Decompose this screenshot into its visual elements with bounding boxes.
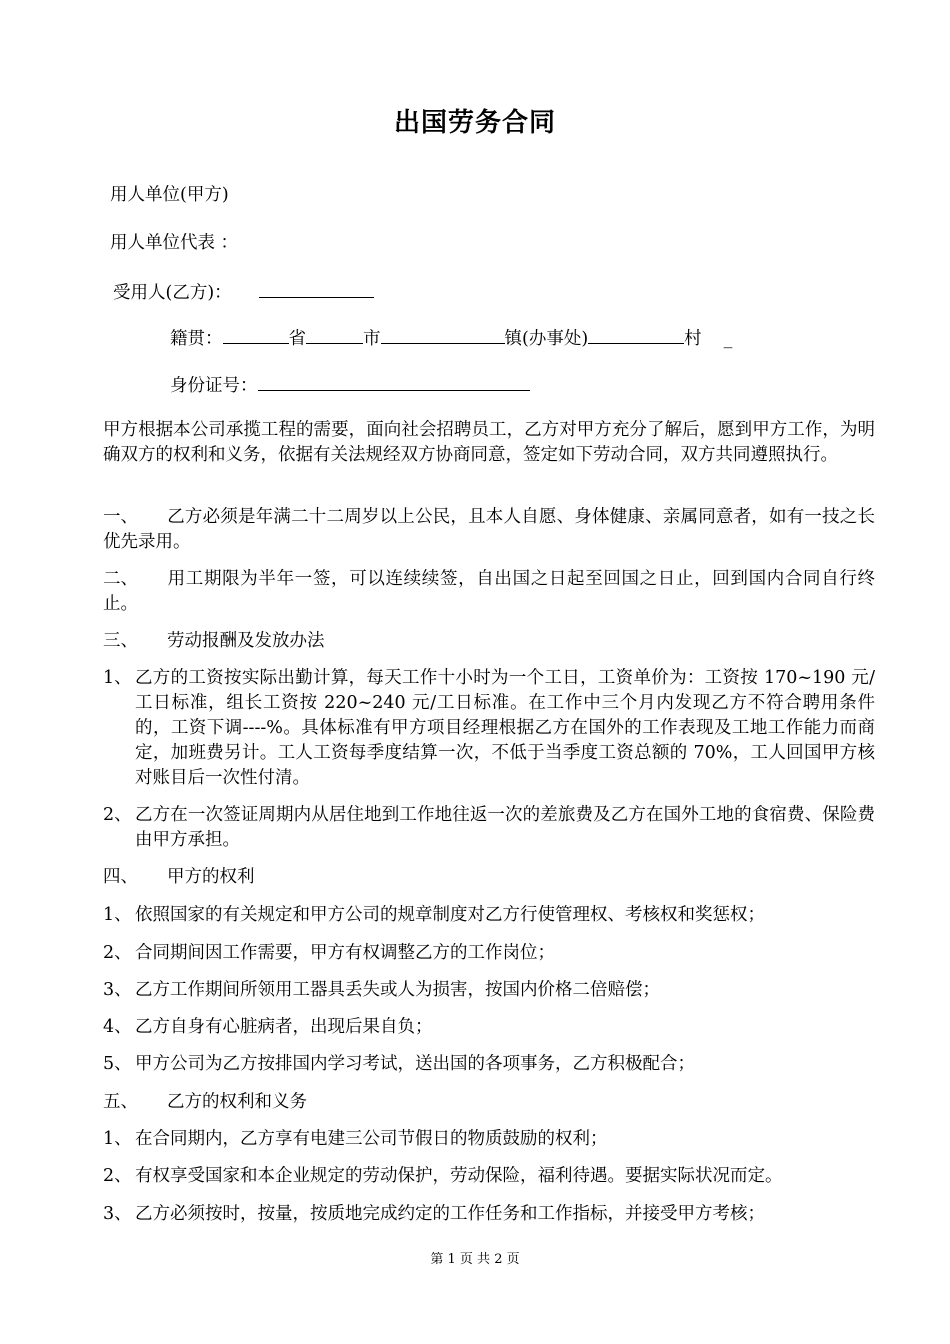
s4-item-2-number: 2、 [103,943,132,963]
s4-item-2-text: 合同期间因工作需要，甲方有权调整乙方的工作岗位； [135,943,555,963]
section-3-title: 劳动报酬及发放办法 [167,631,325,651]
s4-item-5-number: 5、 [103,1054,132,1074]
province-label: 省 [288,329,306,349]
employer-line [110,183,229,208]
s4-item-3-number: 3、 [103,980,132,1000]
s5-item-3-number: 3、 [103,1204,132,1224]
s4-item-5-text: 甲方公司为乙方按排国内学习考试，送出国的各项事务，乙方积极配合； [135,1054,695,1074]
intro-paragraph: 甲方根据本公司承揽工程的需要，面向社会招聘员工，乙方对甲方充分了解后，愿到甲方工作，为明确双方的权利和义务，依据有关法规经双方协商同意，签定如下劳动合同，双方共同遵照执行。 [103,420,875,465]
section-1 [103,505,875,555]
s5-item-3-text: 乙方必须按时，按量，按质地完成约定的工作任务和工作指标，并接受甲方考核； [135,1204,765,1224]
section-1-number: 一、 [103,507,138,527]
s5-item-2-text: 有权享受国家和本企业规定的劳动保护，劳动保险，福利待遇。要据实际状况而定。 [135,1166,783,1186]
s4-item-4-number: 4、 [103,1017,132,1037]
s3-item-1-number: 1、 [103,668,132,688]
section-1-text: 乙方必须是年满二十二周岁以上公民，且本人自愿、身体健康、亲属同意者，如有一技之长优先录用。 [103,507,875,552]
employee-blank [259,279,374,298]
employee-line [113,279,374,306]
document-title: 出国劳务合同 [393,108,556,138]
trailing-mark: _ [723,329,733,349]
employer-label: 用人单位(甲方) [110,185,229,205]
s3-item-2-text: 乙方在一次签证周期内从居住地到工作地往返一次的差旅费及乙方在国外工地的食宿费、保险费由甲方承担。 [135,805,875,850]
village-blank [588,325,684,344]
section-5-heading [103,1090,307,1115]
town-label: 镇(办事处) [504,329,589,349]
employer-rep-label: 用人单位代表 ： [110,233,239,253]
id-blank [258,372,530,391]
section-4-title: 甲方的权利 [167,867,255,887]
village-label: 村 [684,329,702,349]
s3-item-2-number: 2、 [103,805,132,825]
native-label: 籍贯： [170,329,223,349]
section-2-text: 用工期限为半年一签，可以连续续签，自出国之日起至回国之日止，回到国内合同自行终止。 [103,569,875,614]
s3-item-1-text: 乙方的工资按实际出勤计算，每天工作十小时为一个工日，工资单价为：工资按 170~190 元/工日标准，组长工资按 220~240 元/工日标准。在工作中三个月内发现乙方不符合聘用条件的，工资下调----%。具体标准有甲方项目经理根据乙方在国外的工作表现及工地工作能力而商定，加班费另计。工人工资每季度结算一次，不低于当季度工资总额的 70%，工人回国甲方核对账目后一次性付清。 [135,668,875,788]
s5-item-2-number: 2、 [103,1166,132,1186]
s5-item-1-number: 1、 [103,1129,132,1149]
section-5-title: 乙方的权利和义务 [167,1092,307,1112]
city-label: 市 [363,329,381,349]
province-blank [223,325,289,344]
town-blank [381,325,505,344]
id-number-line [170,372,530,399]
page-footer: 第 1 页 共 2 页 [430,1252,520,1267]
section-4-heading [103,865,255,890]
s4-item-4-text: 乙方自身有心脏病者，出现后果自负； [135,1017,433,1037]
section-2-number: 二、 [103,569,138,589]
section-5-number: 五、 [103,1092,138,1112]
section-4-number: 四、 [103,867,138,887]
section-3-heading [103,629,325,654]
s5-item-1-text: 在合同期内，乙方享有电建三公司节假日的物质鼓励的权利； [135,1129,608,1149]
section-2 [103,567,875,617]
s4-item-3-text: 乙方工作期间所领用工器具丢失或人为损害，按国内价格二倍赔偿； [135,980,660,1000]
employee-label: 受用人(乙方)： [113,283,232,303]
id-label: 身份证号： [170,376,258,396]
section-3-number: 三、 [103,631,138,651]
s4-item-1-text: 依照国家的有关规定和甲方公司的规章制度对乙方行使管理权、考核权和奖惩权； [135,905,765,925]
city-blank [306,325,363,344]
s4-item-1-number: 1、 [103,905,132,925]
native-place-line [170,325,732,352]
employer-rep-line [110,231,238,256]
